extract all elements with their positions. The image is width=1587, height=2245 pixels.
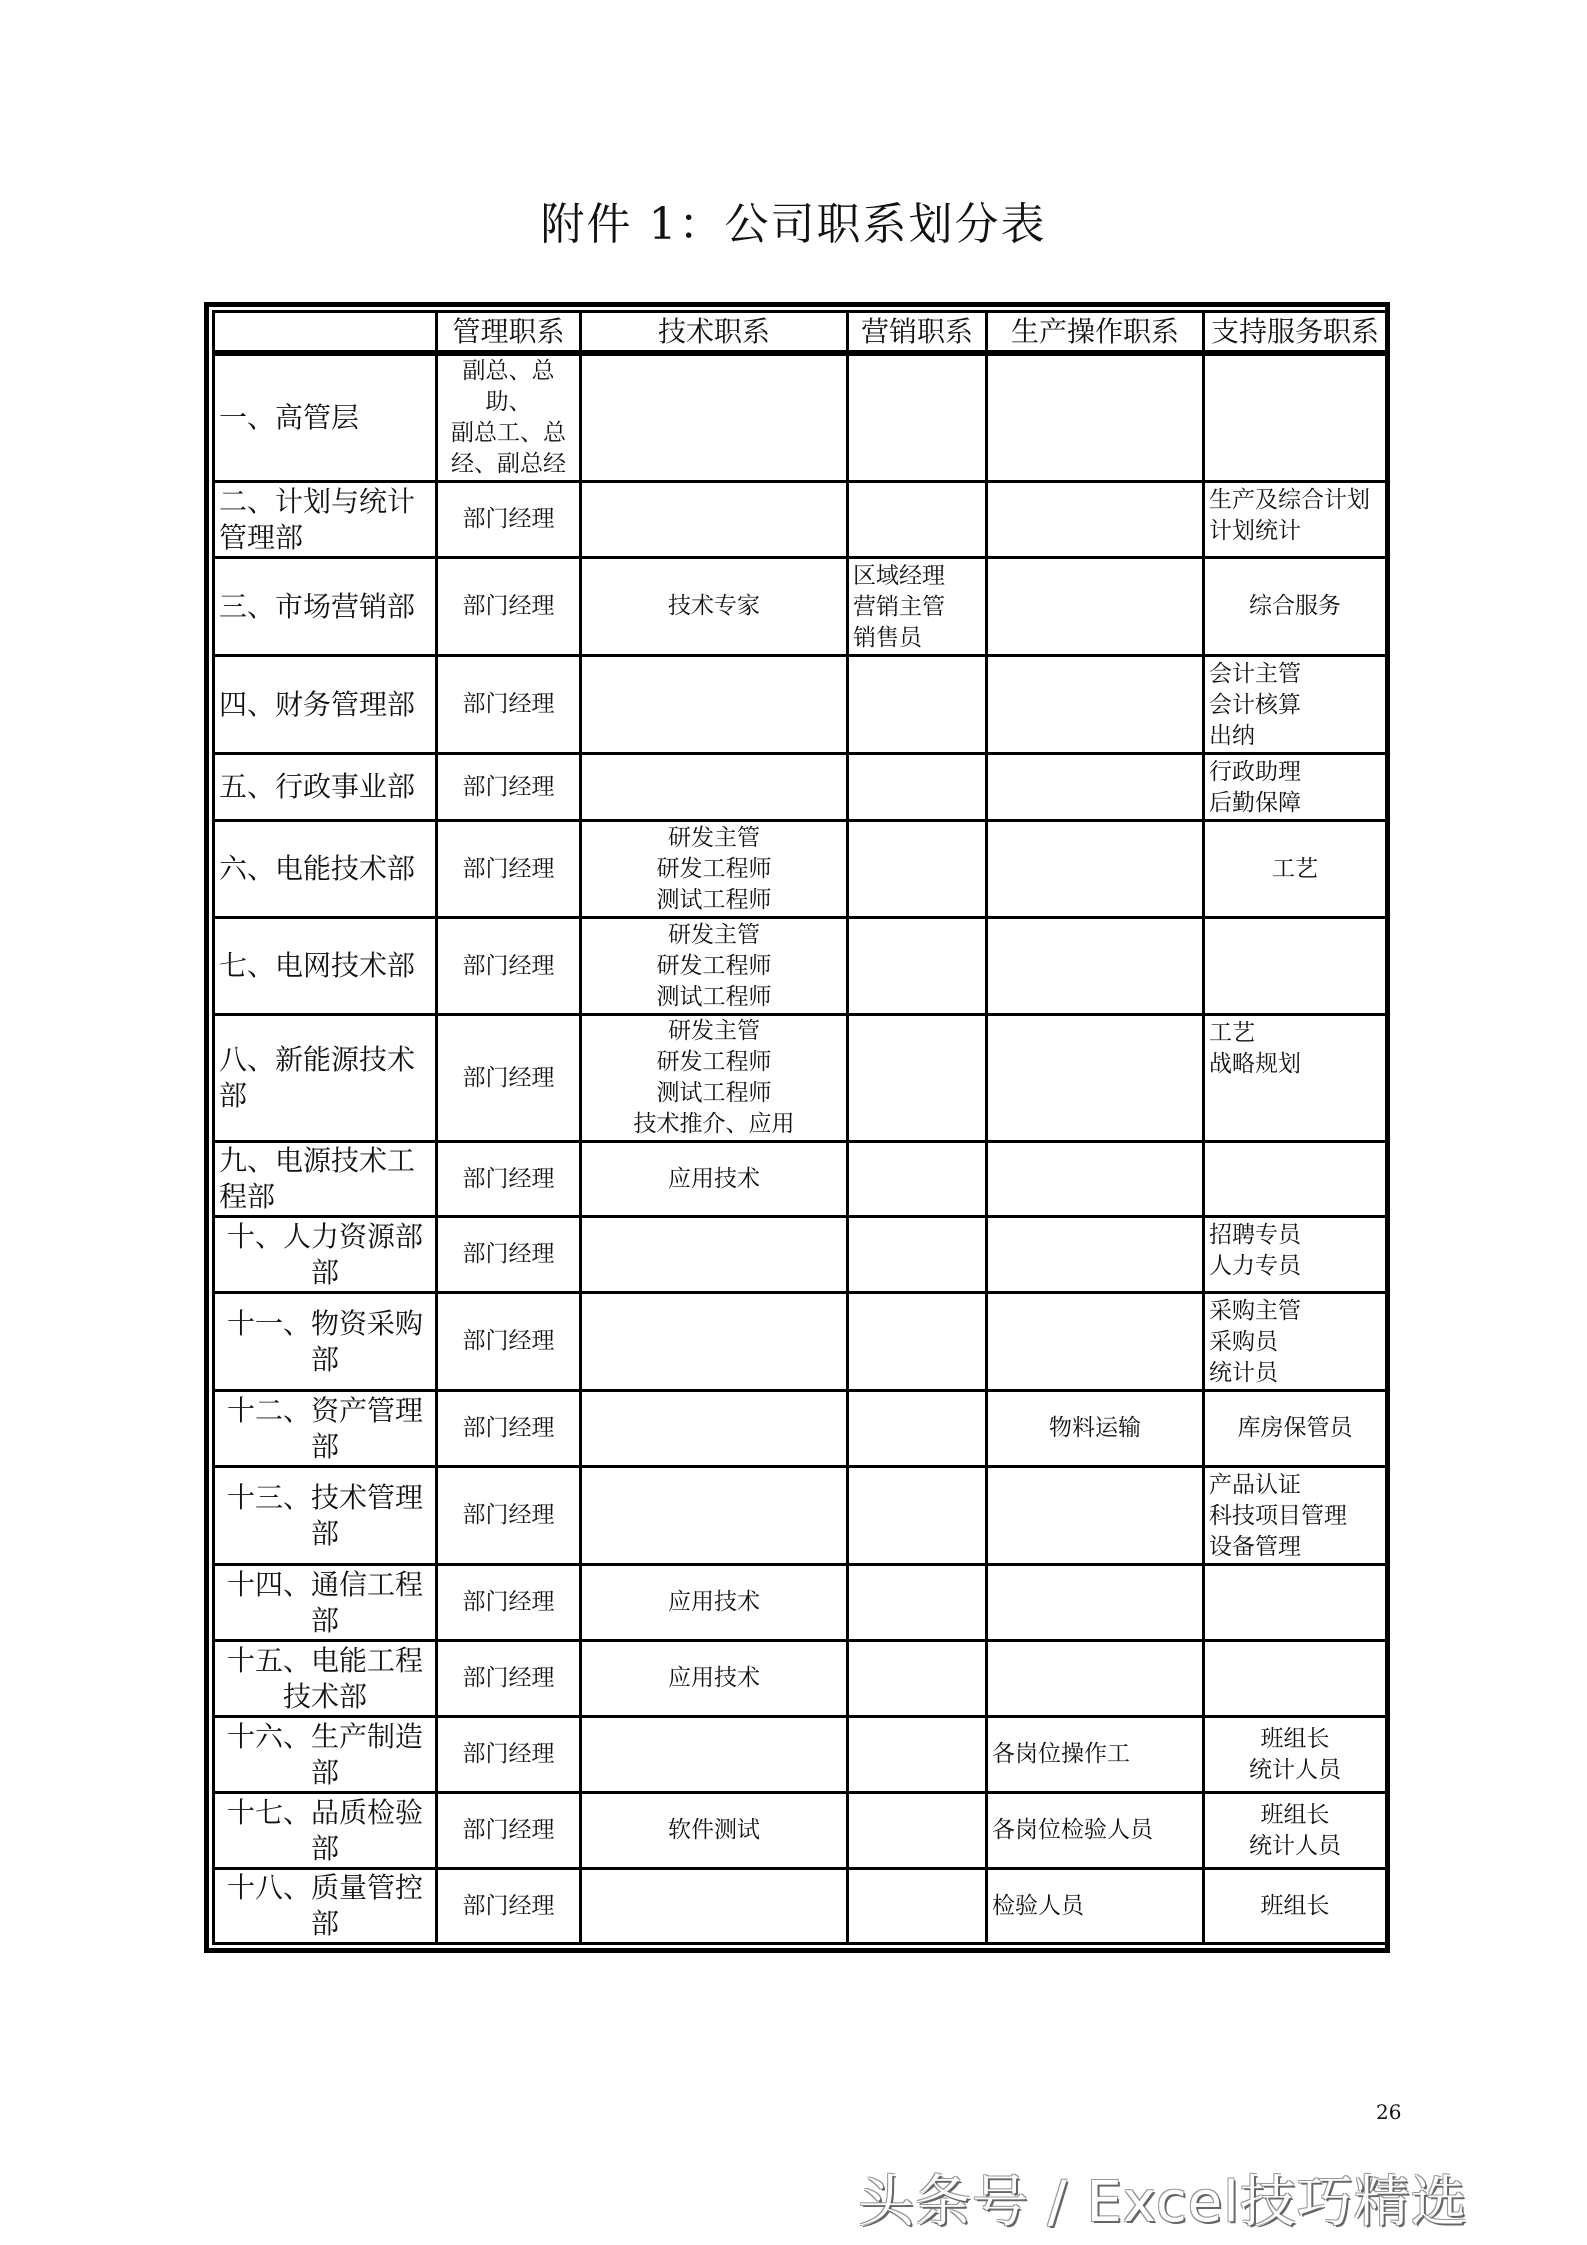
- dept-cell: 十六、生产制造部: [214, 1717, 437, 1793]
- dept-cell: 十三、技术管理部: [214, 1467, 437, 1565]
- table-row: [214, 1015, 1387, 1142]
- cell-line: 部门经理: [462, 1665, 555, 1691]
- cell-line: 各岗位操作工: [992, 1741, 1130, 1767]
- sales-cell: [848, 1717, 987, 1793]
- management-cell: [437, 918, 581, 1015]
- support-cell: [1204, 1793, 1387, 1869]
- cell-line: 部门经理: [462, 1892, 555, 1919]
- production-cell: [987, 353, 1204, 482]
- cell-line: 会计核算: [1209, 692, 1301, 718]
- technical-cell: [581, 1717, 848, 1793]
- technical-cell: [581, 558, 848, 656]
- sales-cell: [848, 1793, 987, 1869]
- support-cell: [1204, 1641, 1387, 1717]
- cell-line: 部门经理: [462, 1415, 555, 1441]
- dept-cell: 四、财务管理部: [214, 656, 437, 754]
- management-cell: [437, 482, 581, 558]
- sales-cell: [848, 1015, 987, 1142]
- production-cell: [987, 1217, 1204, 1293]
- cell-line: 部门经理: [462, 1741, 555, 1767]
- support-cell: [1204, 918, 1387, 1015]
- support-cell: [1204, 482, 1387, 558]
- support-cell: [1204, 1142, 1387, 1217]
- cell-line: 部门经理: [462, 593, 555, 619]
- technical-cell: [581, 1391, 848, 1467]
- cell-line: 后勤保障: [1209, 790, 1301, 816]
- support-cell: [1204, 1015, 1387, 1142]
- management-cell: [437, 1293, 581, 1391]
- support-cell: [1204, 558, 1387, 656]
- table-row: [214, 918, 1387, 1015]
- production-cell: [987, 482, 1204, 558]
- cell-line: 区域经理: [853, 563, 945, 589]
- cell-line: 生产及综合计划: [1209, 487, 1370, 513]
- watermark: 头条号 / Excel技巧精选: [858, 2170, 1468, 2235]
- table-row: [214, 558, 1387, 656]
- support-cell: [1204, 1391, 1387, 1467]
- support-cell: [1204, 1217, 1387, 1293]
- cell-line: 采购员: [1209, 1329, 1278, 1355]
- support-cell: [1204, 1293, 1387, 1391]
- production-cell: [987, 1717, 1204, 1793]
- cell-line: 行政助理: [1209, 759, 1301, 785]
- dept-cell: 七、电网技术部: [214, 918, 437, 1015]
- cell-line: 研发工程师: [656, 855, 772, 882]
- cell-line: 部门经理: [462, 773, 555, 800]
- table-row: [214, 1217, 1387, 1293]
- sales-cell: [848, 656, 987, 754]
- cell-line: 部门经理: [462, 1817, 555, 1843]
- cell-line: 工艺: [1272, 855, 1318, 882]
- management-cell: [437, 1869, 581, 1944]
- production-cell: [987, 1293, 1204, 1391]
- cell-line: 部门经理: [462, 1241, 555, 1267]
- cell-line: 计划统计: [1209, 518, 1301, 544]
- dept-cell: 十四、通信工程部: [214, 1565, 437, 1641]
- production-cell: [987, 754, 1204, 821]
- cell-line: 会计主管: [1209, 661, 1301, 687]
- cell-line: 部门经理: [462, 1064, 555, 1091]
- cell-line: 应用技术: [668, 1165, 760, 1192]
- cell-line: 应用技术: [668, 1665, 760, 1691]
- header-sales: 营销职系: [848, 312, 987, 354]
- management-cell: [437, 1565, 581, 1641]
- table-row: [214, 1142, 1387, 1217]
- dept-cell: 十五、电能工程技术部: [214, 1641, 437, 1717]
- table-row: [214, 1869, 1387, 1944]
- cell-line: 综合服务: [1249, 593, 1341, 619]
- table-header-row: [214, 312, 1387, 354]
- management-cell: [437, 656, 581, 754]
- technical-cell: [581, 754, 848, 821]
- dept-cell: 一、高管层: [214, 353, 437, 482]
- cell-line: 库房保管员: [1237, 1415, 1353, 1441]
- header-management: 管理职系: [437, 312, 581, 354]
- dept-cell: 十二、资产管理部: [214, 1391, 437, 1467]
- production-cell: [987, 1467, 1204, 1565]
- table-row: [214, 1293, 1387, 1391]
- sales-cell: [848, 1869, 987, 1944]
- management-cell: [437, 1217, 581, 1293]
- cell-line: 统计员: [1209, 1360, 1278, 1386]
- sales-cell: [848, 754, 987, 821]
- cell-line: 副总、总助、: [462, 358, 555, 415]
- cell-line: 应用技术: [668, 1589, 760, 1615]
- support-cell: [1204, 1467, 1387, 1565]
- management-cell: [437, 1142, 581, 1217]
- cell-line: 测试工程师: [656, 983, 772, 1010]
- dept-cell: 三、市场营销部: [214, 558, 437, 656]
- cell-line: 测试工程师: [656, 886, 772, 913]
- support-cell: [1204, 1717, 1387, 1793]
- sales-cell: [848, 1641, 987, 1717]
- job-family-table: [204, 302, 1390, 1953]
- cell-line: 招聘专员: [1209, 1222, 1301, 1248]
- support-cell: [1204, 754, 1387, 821]
- sales-cell: [848, 482, 987, 558]
- header-cell-blank: [214, 312, 437, 354]
- sales-cell: [848, 1217, 987, 1293]
- header-technical: 技术职系: [581, 312, 848, 354]
- cell-line: 研发主管: [668, 824, 760, 851]
- table-row: [214, 754, 1387, 821]
- cell-line: 销售员: [853, 625, 922, 651]
- management-cell: [437, 353, 581, 482]
- production-cell: [987, 558, 1204, 656]
- dept-cell: 六、电能技术部: [214, 821, 437, 918]
- table-row: [214, 482, 1387, 558]
- technical-cell: [581, 821, 848, 918]
- management-cell: [437, 1467, 581, 1565]
- cell-line: 部门经理: [462, 1165, 555, 1192]
- cell-line: 物料运输: [1049, 1415, 1141, 1441]
- support-cell: [1204, 353, 1387, 482]
- cell-line: 测试工程师: [656, 1080, 772, 1106]
- cell-line: 班组长: [1260, 1725, 1330, 1752]
- production-cell: [987, 821, 1204, 918]
- cell-line: 研发主管: [668, 921, 760, 948]
- management-cell: [437, 1641, 581, 1717]
- technical-cell: [581, 1793, 848, 1869]
- cell-line: 班组长: [1260, 1892, 1330, 1919]
- production-cell: [987, 1793, 1204, 1869]
- table-row: [214, 1717, 1387, 1793]
- technical-cell: [581, 1015, 848, 1142]
- cell-line: 部门经理: [462, 691, 555, 717]
- management-cell: [437, 754, 581, 821]
- cell-line: 战略规划: [1209, 1051, 1301, 1077]
- cell-line: 部门经理: [462, 952, 555, 979]
- cell-line: 各岗位检验人员: [992, 1817, 1153, 1843]
- management-cell: [437, 1015, 581, 1142]
- sales-cell: [848, 1565, 987, 1641]
- table-row: [214, 1565, 1387, 1641]
- production-cell: [987, 1391, 1204, 1467]
- production-cell: [987, 656, 1204, 754]
- cell-line: 技术推介、应用: [633, 1111, 795, 1137]
- cell-line: 统计人员: [1249, 1756, 1341, 1783]
- support-cell: [1204, 1565, 1387, 1641]
- technical-cell: [581, 1565, 848, 1641]
- cell-line: 技术专家: [668, 593, 760, 619]
- page-number: 26: [1376, 2100, 1402, 2124]
- job-family-grid: [212, 310, 1388, 1945]
- table-row: [214, 353, 1387, 482]
- table-row: [214, 1641, 1387, 1717]
- header-support: 支持服务职系: [1204, 312, 1387, 354]
- cell-line: 统计人员: [1249, 1832, 1341, 1859]
- sales-cell: [848, 918, 987, 1015]
- header-production: 生产操作职系: [987, 312, 1204, 354]
- support-cell: [1204, 821, 1387, 918]
- management-cell: [437, 1391, 581, 1467]
- cell-line: 部门经理: [462, 506, 555, 532]
- cell-line: 研发工程师: [656, 1049, 772, 1075]
- technical-cell: [581, 482, 848, 558]
- page-title: 附件 1：公司职系划分表: [540, 199, 1047, 250]
- production-cell: [987, 1641, 1204, 1717]
- sales-cell: [848, 1142, 987, 1217]
- cell-line: 研发主管: [668, 1018, 760, 1044]
- dept-cell: 二、计划与统计管理部: [214, 482, 437, 558]
- cell-line: 研发工程师: [656, 952, 772, 979]
- technical-cell: [581, 1869, 848, 1944]
- cell-line: 副总工、总: [451, 420, 566, 446]
- management-cell: [437, 558, 581, 656]
- production-cell: [987, 1869, 1204, 1944]
- dept-cell: 十、人力资源部部: [214, 1217, 437, 1293]
- table-row: [214, 1391, 1387, 1467]
- dept-cell: 十一、物资采购部: [214, 1293, 437, 1391]
- technical-cell: [581, 1217, 848, 1293]
- dept-cell: 九、电源技术工程部: [214, 1142, 437, 1217]
- production-cell: [987, 1015, 1204, 1142]
- management-cell: [437, 1717, 581, 1793]
- technical-cell: [581, 656, 848, 754]
- sales-cell: [848, 1391, 987, 1467]
- cell-line: 部门经理: [462, 1589, 555, 1615]
- cell-line: 人力专员: [1209, 1253, 1301, 1279]
- cell-line: 部门经理: [462, 1502, 555, 1528]
- cell-line: 部门经理: [462, 1328, 555, 1354]
- cell-line: 出纳: [1209, 723, 1255, 749]
- support-cell: [1204, 656, 1387, 754]
- technical-cell: [581, 918, 848, 1015]
- cell-line: 工艺: [1209, 1020, 1255, 1046]
- technical-cell: [581, 1641, 848, 1717]
- table-row: [214, 1467, 1387, 1565]
- dept-cell: 十七、品质检验部: [214, 1793, 437, 1869]
- production-cell: [987, 1142, 1204, 1217]
- cell-line: 软件测试: [668, 1817, 760, 1843]
- technical-cell: [581, 353, 848, 482]
- cell-line: 经、副总经: [451, 451, 566, 477]
- production-cell: [987, 1565, 1204, 1641]
- dept-cell: 十八、质量管控部: [214, 1869, 437, 1944]
- dept-cell: 八、新能源技术部: [214, 1015, 437, 1142]
- cell-line: 科技项目管理: [1209, 1503, 1347, 1529]
- dept-cell: 五、行政事业部: [214, 754, 437, 821]
- sales-cell: [848, 353, 987, 482]
- production-cell: [987, 918, 1204, 1015]
- sales-cell: [848, 821, 987, 918]
- technical-cell: [581, 1467, 848, 1565]
- cell-line: 营销主管: [853, 594, 945, 620]
- support-cell: [1204, 1869, 1387, 1944]
- table-row: [214, 656, 1387, 754]
- technical-cell: [581, 1293, 848, 1391]
- table-row: [214, 1793, 1387, 1869]
- cell-line: 设备管理: [1209, 1534, 1301, 1560]
- technical-cell: [581, 1142, 848, 1217]
- sales-cell: [848, 1293, 987, 1391]
- cell-line: 采购主管: [1209, 1298, 1301, 1324]
- sales-cell: [848, 1467, 987, 1565]
- table-row: [214, 821, 1387, 918]
- cell-line: 产品认证: [1209, 1472, 1301, 1498]
- cell-line: 检验人员: [992, 1892, 1084, 1919]
- cell-line: 部门经理: [462, 855, 555, 882]
- cell-line: 班组长: [1260, 1801, 1330, 1828]
- management-cell: [437, 1793, 581, 1869]
- management-cell: [437, 821, 581, 918]
- sales-cell: [848, 558, 987, 656]
